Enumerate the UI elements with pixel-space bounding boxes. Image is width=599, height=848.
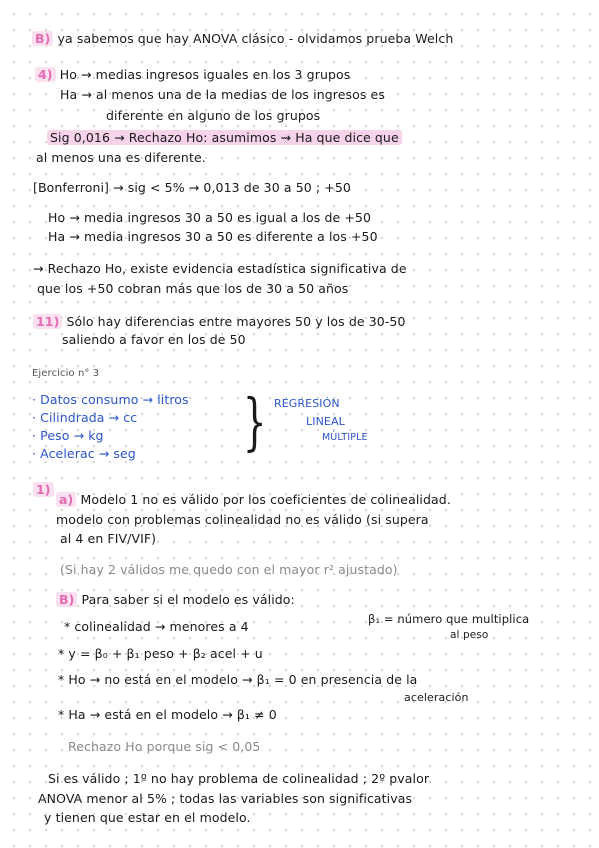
line-rech1: → Rechazo Ho, existe evidencia estadística significativa de [33,261,407,276]
label-11: 11) [33,314,62,329]
text-4: Ho → medias ingresos iguales en los 3 grupos [59,67,351,82]
line-acel: aceleración [404,691,469,704]
line-4 [35,67,350,83]
line-ha3: Ha → media ingresos 30 a 50 es diferente a los +50 [48,229,378,244]
line-i [33,482,54,498]
datos-1: · Datos consumo → litros [32,392,189,407]
line-ha1: Ha → al menos una de la medias de los ingresos es [60,87,385,102]
line-b [32,31,453,47]
line-a3: al 4 en FIV/VIF) [60,531,157,546]
text-11: Sólo hay diferencias entre mayores 50 y los de 30-50 [66,314,406,329]
line-11 [33,314,406,330]
label-b: B) [32,31,53,46]
line-ho2: Ho → media ingresos 30 a 50 es igual a los de +50 [48,210,372,225]
line-ha4: * Ha → está en el modelo → β₁ ≠ 0 [58,707,277,722]
ejercicio-title: Ejercicio n° 3 [32,368,100,379]
line-fin2: ANOVA menor al 5% ; todas las variables son significativas [38,791,413,806]
label-a: a) [56,492,76,507]
regresion-2: LINEAL [306,415,345,428]
line-beta1: β₁ = número que multiplica [368,612,530,626]
text-b: ya sabemos que hay ANOVA clásico - olvidamos prueba Welch [57,31,454,46]
datos-2: · Cilindrada → cc [32,410,138,425]
line-rech3: Rechazo Ho porque sig < 0,05 [68,739,261,754]
brace-icon: } [242,385,267,458]
line-bonf: [Bonferroni] → sig < 5% → 0,013 de 30 a 50 ; +50 [33,180,351,195]
regresion-3: MÚLTIPLE [322,432,368,443]
datos-4: · Acelerac → seg [32,446,136,461]
text-a1: Modelo 1 no es válido por los coeficientes de colinealidad. [80,492,451,507]
label-i: 1) [33,482,54,497]
datos-3: · Peso → kg [32,428,104,443]
line-a2: modelo con problemas colinealidad no es válido (si supera [56,512,429,527]
line-ha2: diferente en alguno de los grupos [106,108,321,123]
line-sig2: al menos una es diferente. [36,150,206,165]
line-a1 [56,492,451,508]
line-bb [56,592,295,608]
line-fin1: Si es válido ; 1º no hay problema de colinealidad ; 2º pvalor [48,771,430,786]
line-sig1 [47,130,402,146]
line-col: * colinealidad → menores a 4 [64,619,249,634]
label-bb: B) [56,592,77,607]
line-11b: saliendo a favor en los de 50 [62,332,246,347]
line-yeq: * y = β₀ + β₁ peso + β₂ acel + u [58,646,263,661]
label-4: 4) [35,67,56,82]
line-beta2: al peso [450,629,489,641]
line-fin3: y tienen que estar en el modelo. [44,810,251,825]
regresion-1: REGRESIÓN [274,397,340,410]
text-bb: Para saber si el modelo es válido: [81,592,295,607]
line-rech2: que los +50 cobran más que los de 30 a 50 años [37,281,349,296]
line-si2: (Si hay 2 válidos me quedo con el mayor r² ajustado) [60,562,398,577]
sig-text: Sig 0,016 → Rechazo Ho: asumimos ⇝ Ha que dice que [47,130,402,145]
line-ho3: * Ho → no está en el modelo → β₁ = 0 en presencia de la [58,672,418,687]
